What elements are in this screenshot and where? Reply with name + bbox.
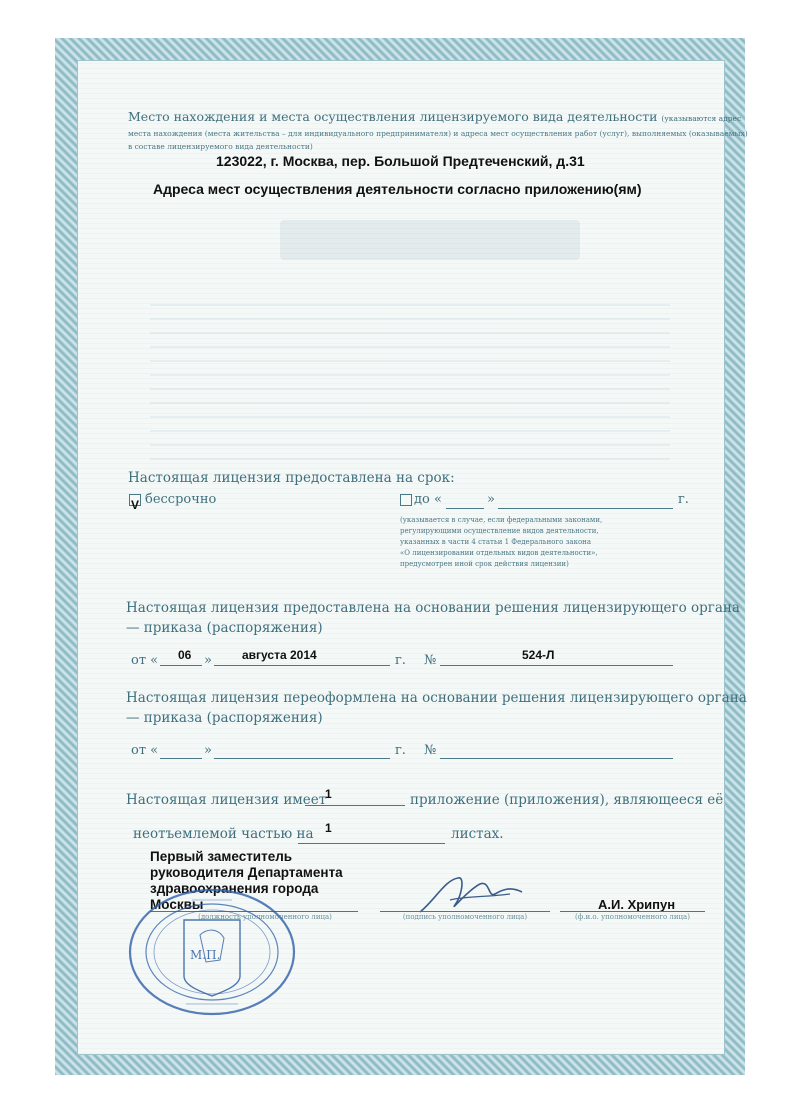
reissue-heading-line1: Настоящая лицензия переоформлена на основании решения лицензирующего органа	[126, 690, 747, 706]
basis-day: 06	[178, 648, 192, 662]
reissue-quote-close: »	[204, 743, 212, 758]
check-mark: V	[131, 498, 140, 512]
basis-month-line	[214, 665, 390, 666]
appendix-sheets: 1	[325, 821, 332, 835]
addresses-note: Адреса мест осуществления деятельности согласно приложению(ям)	[153, 181, 642, 197]
until-day-line	[446, 508, 484, 509]
signatory-position: Первый заместитель руководителя Департамента здравоохранения города Москвы	[150, 849, 343, 912]
position-caption: (должность уполномоченного лица)	[198, 913, 332, 921]
indefinite-label: бессрочно	[145, 492, 217, 507]
until-date-line	[498, 508, 673, 509]
until-mid: »	[487, 492, 495, 507]
basis-quote-close: »	[204, 653, 212, 668]
basis-heading-line2: — приказа (распоряжения)	[126, 620, 323, 636]
signatory-name: А.И. Хрипун	[598, 897, 676, 912]
appendix-sheets-line	[298, 843, 445, 844]
watermark	[280, 220, 580, 260]
reissue-day-line	[160, 758, 202, 759]
basis-year-suffix: г.	[395, 653, 406, 668]
address: 123022, г. Москва, пер. Большой Предтеченский, д.31	[216, 153, 585, 169]
basis-number-line	[440, 665, 673, 666]
location-note-line3: в составе лицензируемого вида деятельности)	[128, 142, 313, 151]
reissue-number-sign: №	[424, 743, 437, 758]
term-note: (указывается в случае, если федеральными законами, регулирующими осуществление видов деятельности, указанных в части 4 статьи 1 Федерального закона «О лицензировании отдельных видов деятельности», предусмотрен иной срок действия лицензии)	[400, 516, 603, 568]
reissue-month-line	[214, 758, 390, 759]
appendix-has-suffix: приложение (приложения), являющееся её	[410, 792, 724, 808]
name-line	[560, 911, 705, 912]
reissue-year-suffix: г.	[395, 743, 406, 758]
basis-from-prefix: от «	[131, 653, 159, 668]
location-heading: Место нахождения и места осуществления лицензируемого вида деятельности (указываются адрес	[128, 109, 742, 124]
stamp-label: М.П.	[190, 948, 221, 962]
basis-heading-line1: Настоящая лицензия предоставлена на основании решения лицензирующего органа	[126, 600, 740, 616]
location-note-line2: места нахождения (места жительства – для индивидуального предпринимателя) и адреса мест осуществления работ (услуг), выполняемых (оказываемых)	[128, 129, 748, 138]
reissue-number-line	[440, 758, 673, 759]
basis-number-sign: №	[424, 653, 437, 668]
watermark-lines	[150, 300, 670, 460]
reissue-from-prefix: от «	[131, 743, 159, 758]
until-prefix: до «	[414, 492, 442, 507]
reissue-heading-line2: — приказа (распоряжения)	[126, 710, 323, 726]
appendix-part-suffix: листах.	[451, 826, 504, 842]
basis-month-year: августа 2014	[242, 648, 317, 662]
appendix-part-prefix: неотъемлемой частью на	[133, 826, 314, 842]
term-heading: Настоящая лицензия предоставлена на срок:	[128, 470, 455, 486]
signature-caption: (подпись уполномоченного лица)	[402, 913, 528, 921]
until-suffix: г.	[678, 492, 689, 507]
signature-line	[380, 911, 550, 912]
basis-day-line	[160, 665, 202, 666]
name-caption: (ф.и.о. уполномоченного лица)	[575, 913, 690, 921]
until-checkbox[interactable]	[400, 494, 412, 506]
appendix-has-prefix: Настоящая лицензия имеет	[126, 792, 327, 808]
appendix-count-line	[305, 805, 405, 806]
basis-number: 524-Л	[522, 648, 555, 662]
appendix-count: 1	[325, 787, 332, 801]
